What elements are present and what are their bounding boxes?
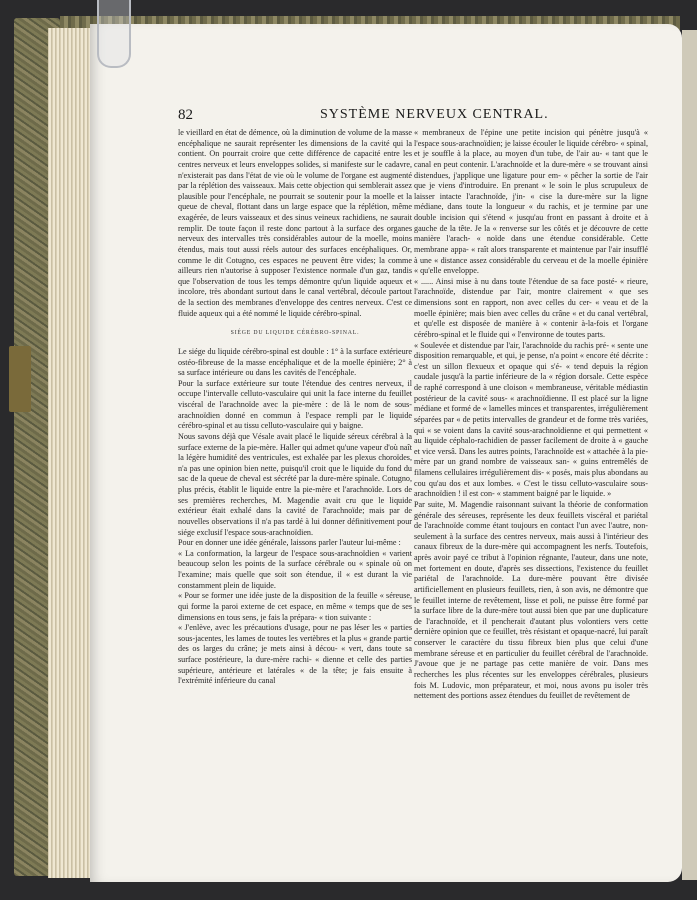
paragraph: « ...... Ainsi mise à nu dans toute l'étendue de sa face posté- « rieure, l'arachnoïde, distendue par l'air, montre clairement « que ses dimensions sont en rapport, non avec celles du cer- « veau et de la moelle épinière; mais bien avec celles du crâne « et du canal vertébral, et qu'elle est disposée de manière à « contenir à-la-fois et l'organe cérébro-spinal et le fluide qui « l'environne de toutes parts. [414,276,648,339]
paragraph: le vieillard en état de démence, où la diminution de volume de la masse encéphalique ne saurait représenter les dimensions de la cavité qui la contient. On pourrait croire que cette différence de capacité entre les centres nerveux et leurs enveloppes solides, si manifeste sur le cadavre, n'existerait pas dans l'état de vie où le volume de l'organe est augmenté par la réplétion des vaisseaux. Mais cette objection qui semblerait assez plausible pour l'encéphale, ne pourrait se soutenir pour la moelle et la queue de cheval, flottant dans un large espace que la réplétion, même exagérée, de leurs vaisseaux et des sinus veineux rachidiens, ne saurait remplir. De toute façon il reste donc partout à la surface des organes nerveux des intervalles très considérables autour de la moelle, moins étendus, mais tout aussi réels autour des surfaces encéphaliques. Or, comme le dit Cotugno, ces espaces ne peuvent être vides; la comme ailleurs rien n'autorise à supposer l'existence normale d'un gaz, tandis que l'observation de tous les temps démontre qu'un liquide aqueux et incolore, très abondant surtout dans le canal vertébral, découle partout de la section des membranes d'enveloppe des centres nerveux. C'est ce fluide aqueux qui a été nommé le liquide cérébro-spinal. [178,128,412,318]
facing-page-edge [682,30,697,880]
page-number: 82 [178,107,193,123]
paragraph: Nous savons déjà que Vésale avait placé le liquide séreux cérébral à la surface externe de la pie-mère. Haller qui admet qu'une vapeur d'où naît la légère humidité des ventricules, est exhalée par les plexus choroïdes, n'a pas une opinion bien nette, puisqu'il croit que le liquide du fond du sac de la queue de cheval est sécrété par la dure-mère spinale. Cotugno, plus précis, établit le liquide entre la pie-mère et l'arachnoïde. Lors de ses premières recherches, M. Magendie avait cru que le liquide extérieur était exhalé dans la cavité de l'arachnoïde; mais par de nouvelles observations il n'a pas tardé à lui donner définitivement pour siége exclusif l'espace sous-arachnoïdien. [178,431,412,537]
paragraph: Pour la surface extérieure sur toute l'étendue des centres nerveux, il occupe l'intervalle celluto-vasculaire qui unit la face interne du feuillet viscéral de l'arachnoïde avec la pie-mère : de là le nom de sous-arachnoïdien donné en commun à l'espace rempli par le liquide cérébro-spinal et au tissu celluto-vasculaire qui y baigne. [178,378,412,431]
paragraph: Pour en donner une idée générale, laissons parler l'auteur lui-même : [178,538,401,548]
paragraph: Par suite, M. Magendie raisonnant suivant la théorie de conformation générale des séreuses, représente les deux feuillets viscéral et pariétal de l'arachnoïde comme étant toujours en contact l'un avec l'autre, non-seulement à la surface des centres nerveux, mais aussi à l'intérieur des canaux fibreux de la dure-mère qui accompagnent les nerfs. Toutefois, après avoir payé ce tribut à l'opinion régnante, l'auteur, dans une note, met fortement en doute, d'après ses dissections, l'existence du feuillet pariétal de l'arachnoïde. La dure-mère pouvant être divisée artificiellement en plusieurs feuillets, rien, à son avis, ne démontre que le feuillet interne de revêtement, lisse et poli, ne puisse être formé par la surface libre de la dure-mère tout aussi bien que par une duplicature de l'arachnoïde, et il pencherait d'autant plus volontiers vers cette dernière opinion que ce feuillet, très résistant et opaque-nacré, lui paraît conserver le caractère du tissu fibreux bien plus que celui d'une membrane séreuse et en particulier du feuillet cérébral de l'arachnoïde. J'avoue que je ne partage pas cette manière de voir. Dans mes recherches les plus récentes sur les enveloppes cérébrales, plusieurs fois M. Ludovic, mon préparateur, et moi, nous avons pu isoler très nettement des portions assez étendues du feuillet de revêtement de [414,499,648,701]
right-column [414,128,648,702]
page-clip-icon [97,0,131,68]
left-column [178,128,412,687]
section-heading: SIÉGE DU LIQUIDE CÉRÉBRO-SPINAL. [230,330,360,337]
running-title: SYSTÈME NERVEUX CENTRAL. [320,107,549,122]
page-edges [48,28,94,878]
paragraph: « membraneux de l'épine une petite incision qui pénètre jusqu'à « l'espace sous-arachnoïdien; je laisse écouler le liquide cérébro- « spinal, et je souffle à la place, au moyen d'un tube, de l'air au- « tant que le canal en peut contenir. L'arachnoïde et la dure-mère « se trouvant ainsi distendues, j'applique une ligature pour em- « pêcher la sortie de l'air que je viens d'introduire. En prenant « le soin le plus scrupuleux de laisser intacte l'arachnoïde, j'in- « cise la dure-mère sur la ligne médiane, dans toute la longueur « du rachis, et je termine par une double incision qui s'étend « jusqu'au front en passant à droite et à gauche de la tête. Je la « renverse sur les côtés et je découvre de cette manière l'arach- « noïde dans une étendue considérable. Cette membrane appa- « raît alors transparente et maintenue par l'air insufflé à une « distance assez considérable du cerveau et de la moelle épinière « qu'elle enveloppe. [414,128,648,276]
paragraph: « La conformation, la largeur de l'espace sous-arachnoïdien « varient beaucoup selon les points de la surface cérébrale ou « spinale où on l'examine; mais quelle que soit son étendue, il « est durant la vie constamment plein de liquide. [178,548,412,590]
paragraph: « Pour se former une idée juste de la disposition de la feuille « séreuse, qui forme la paroi externe de cet espace, en même « temps que de ses dimensions en tous sens, je fais la prépara- « tion suivante : [178,591,412,622]
paragraph: Le siége du liquide cérébro-spinal est double : 1° à la surface extérieure ostéo-fibreuse de la masse encéphalique et de la moelle épinière; 2° à sa surface intérieure ou dans les cavités de l'encéphale. [178,346,412,378]
paragraph: « J'enlève, avec les précautions d'usage, pour ne pas léser les « parties sous-jacentes, les lames de toutes les vertèbres et la plus « grande partie des os larges du crâne; je mets ainsi à décou- « vert, dans toute sa surface postérieure, la dure-mère rachi- « dienne et celle des parties supérieure, antérieure et latérales « de la tête; je fais ensuite à l'extrémité inférieure du canal [178,623,412,686]
bookmark-tab [9,346,31,412]
running-header [178,107,658,123]
paragraph: « Soulevée et distendue par l'air, l'arachnoïde du rachis pré- « sente une disposition remarquable, et qui, je pense, n'a point « encore été décrite : c'est un sillon flexueux et opaque qui s'é- « tend depuis la région caudale jusqu'à la partie inférieure de la « région dorsale. Cette espèce de raphé correspond à une cloison « membraneuse, véritable médiastin postérieur de la cavité sous- « arachnoïdienne. Il est placé sur la ligne médiane et formé de « lamelles minces et transparentes, irrégulièrement séparées par « de petits intervalles de grandeur et de forme très variées, qui « se voient dans la cavité sous-arachnoïdienne et qui permettent « au liquide céphalo-rachidien de passer facilement de droite à « gauche et vice versâ. Dans les autres points, l'arachnoïde est « attachée à la pie-mère par un grand nombre de vaisseaux san- « guins entremêlés de filamens cellulaires irrégulièrement dis- « posés, mais plus abondans au cou qu'au dos et aux lombes. « C'est le tissu celluto-vasculaire sous-arachnoïdien ! il est con- « stamment baigné par le liquide. » [414,340,648,499]
